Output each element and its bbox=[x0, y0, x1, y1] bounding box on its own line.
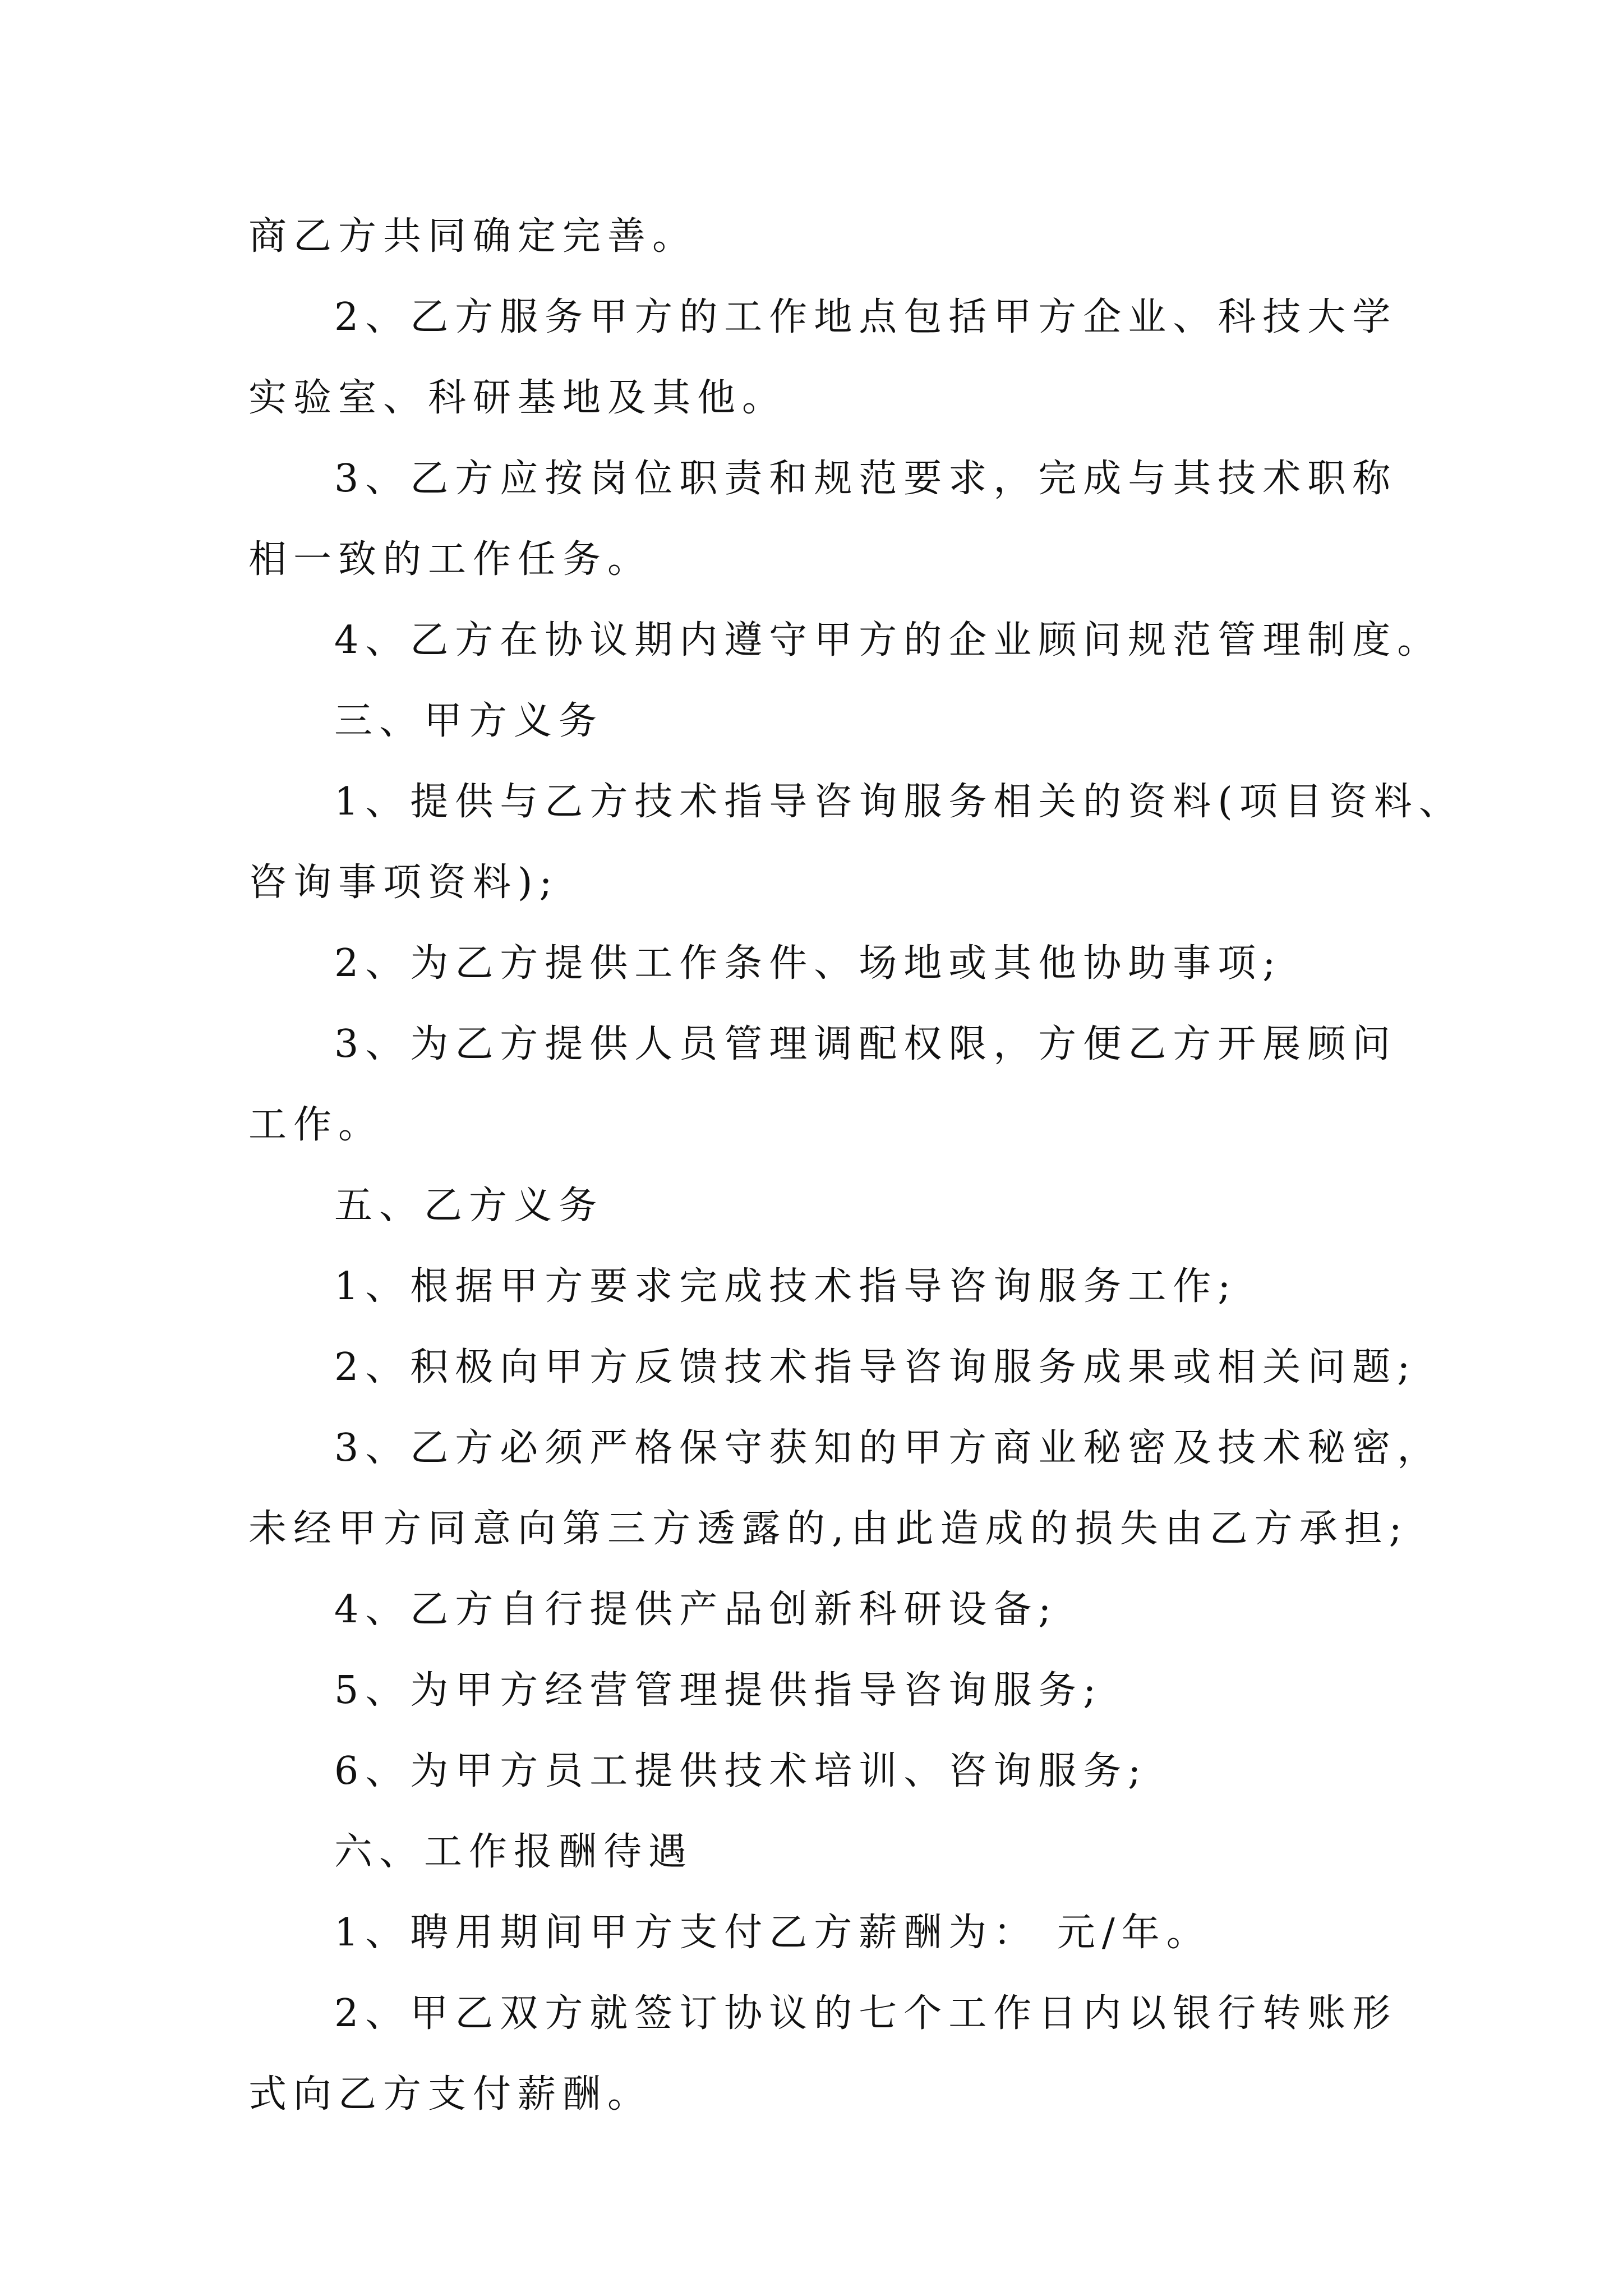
text-line-6: 4、乙方在协议期内遵守甲方的企业顾问规范管理制度。 bbox=[334, 618, 1442, 662]
text-line-5: 相一致的工作任务。 bbox=[248, 537, 653, 582]
text-line-16: 3、乙方必须严格保守获知的甲方商业秘密及技术秘密， bbox=[334, 1426, 1442, 1470]
section-heading-party-a-obligations: 三、甲方义务 bbox=[334, 699, 604, 743]
text-line-2: 2、乙方服务甲方的工作地点包括甲方企业、科技大学 bbox=[334, 295, 1398, 339]
text-line-1: 商乙方共同确定完善。 bbox=[248, 214, 698, 259]
text-line-11: 3、为乙方提供人员管理调配权限，方便乙方开展顾问 bbox=[334, 1022, 1398, 1066]
text-line-8: 1、提供与乙方技术指导咨询服务相关的资料(项目资料、 bbox=[334, 780, 1464, 824]
text-line-9: 咨询事项资料); bbox=[248, 861, 559, 905]
text-line-18: 4、乙方自行提供产品创新科研设备; bbox=[334, 1588, 1058, 1632]
text-line-10: 2、为乙方提供工作条件、场地或其他协助事项; bbox=[334, 941, 1283, 986]
text-line-19: 5、为甲方经营管理提供指导咨询服务; bbox=[334, 1668, 1103, 1713]
text-line-4: 3、乙方应按岗位职责和规范要求，完成与其技术职称 bbox=[334, 457, 1398, 501]
text-line-20: 6、为甲方员工提供技术培训、咨询服务; bbox=[334, 1749, 1148, 1793]
section-heading-party-b-obligations: 五、乙方义务 bbox=[334, 1184, 604, 1228]
text-line-3: 实验室、科研基地及其他。 bbox=[248, 376, 787, 420]
text-line-14: 1、根据甲方要求完成技术指导咨询服务工作; bbox=[334, 1264, 1238, 1309]
section-heading-compensation: 六、工作报酬待遇 bbox=[334, 1830, 694, 1874]
text-line-22: 1、聘用期间甲方支付乙方薪酬为： 元/年。 bbox=[334, 1911, 1211, 1955]
text-line-23: 2、甲乙双方就签订协议的七个工作日内以银行转账形 bbox=[334, 1991, 1398, 2036]
text-line-12: 工作。 bbox=[248, 1103, 384, 1147]
text-line-17: 未经甲方同意向第三方透露的,由此造成的损失由乙方承担; bbox=[248, 1507, 1409, 1551]
text-line-24: 式向乙方支付薪酬。 bbox=[248, 2072, 653, 2116]
document-body bbox=[248, 196, 1464, 2135]
text-line-15: 2、积极向甲方反馈技术指导咨询服务成果或相关问题; bbox=[334, 1345, 1417, 1389]
